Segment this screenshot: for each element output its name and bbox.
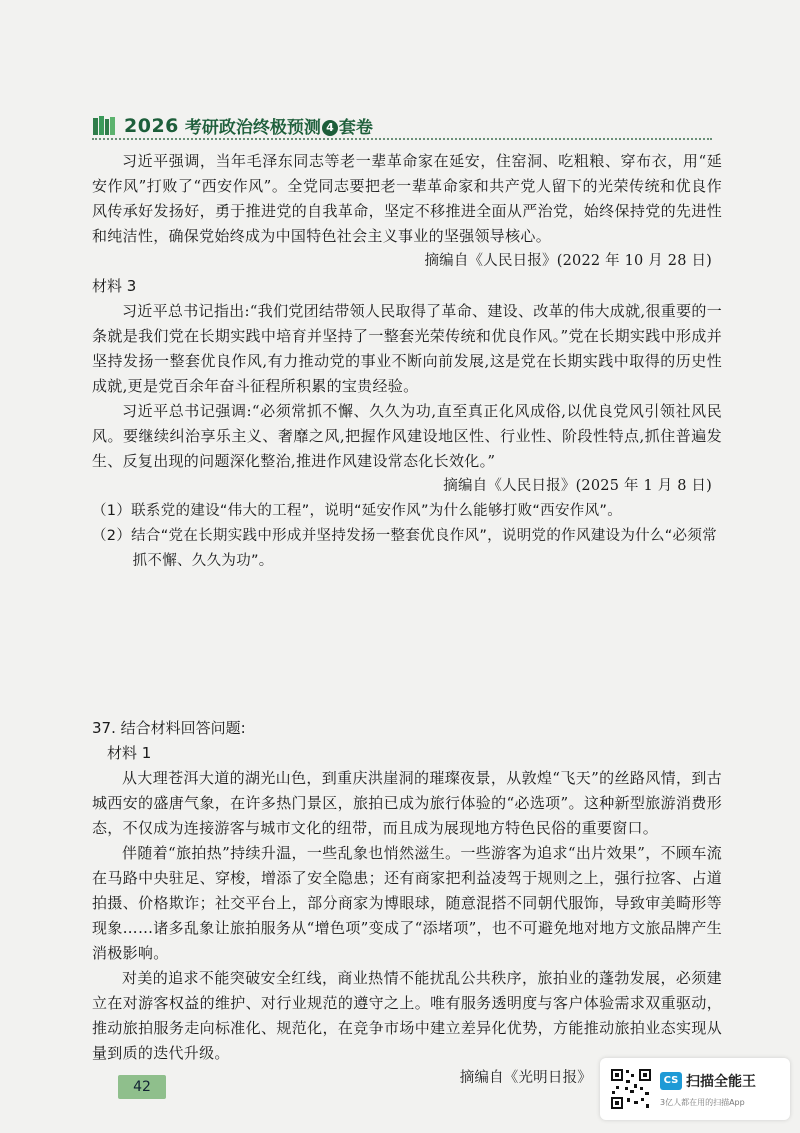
material-3-label: 材料 3 xyxy=(92,277,137,295)
header-year: 2026 xyxy=(124,114,179,137)
section36-continued xyxy=(92,149,722,574)
s36-paragraph-3: 习近平总书记强调:“必须常抓不懈、久久为功,直至真正化风成俗,以优良党风引领社风民风。要继续纠治享乐主义、奢靡之风,把握作风建设地区性、行业性、阶段性特点,抓住普遍发生、反复出现的问题深化整治,推进作风建设常态化长效化。” xyxy=(92,402,722,470)
s37-paragraph-3: 对美的追求不能突破安全红线，商业热情不能扰乱公共秩序，旅拍业的蓬勃发展，必须建立在对游客权益的维护、对行业规范的遵守之上。唯有服务透明度与客户体验需求双重驱动，推动旅拍服务走向标准化、规范化，在竞争市场中建立差异化优势，方能推动旅拍业态实现从量到质的迭代升级。 xyxy=(92,969,722,1062)
watermark-subtitle: 3亿人都在用的扫描App xyxy=(660,1097,745,1107)
question-37-heading: 37. 结合材料回答问题: xyxy=(92,719,246,737)
header-title xyxy=(185,113,373,138)
page-header xyxy=(92,113,373,138)
watermark-text xyxy=(660,1071,756,1108)
page-number: 42 xyxy=(118,1075,166,1099)
s36-source-1: 摘编自《人民日报》(2022 年 10 月 28 日) xyxy=(424,253,712,269)
scanner-watermark xyxy=(600,1058,790,1120)
section37 xyxy=(92,716,722,1091)
watermark-brand xyxy=(660,1071,756,1091)
s36-paragraph-1: 习近平强调，当年毛泽东同志等老一辈革命家在延安，住窑洞、吃粗粮、穿布衣，用“延安作风”打败了“西安作风”。全党同志要把老一辈革命家和共产党人留下的光荣传统和优良作风传承好发扬好，勇于推进党的自我革命，坚定不移推进全面从严治党，始终保持党的先进性和纯洁性，确保党始终成为中国特色社会主义事业的坚强领导核心。 xyxy=(92,152,722,245)
qr-code-icon xyxy=(610,1068,652,1110)
header-title-number: 4 xyxy=(322,120,338,136)
header-title-prefix: 考研政治终极预测 xyxy=(184,118,321,138)
s37-paragraph-2: 伴随着“旅拍热”持续升温，一些乱象也悄然滋生。一些游客为追求“出片效果”，不顾车流在马路中央驻足、穿梭，增添了安全隐患；还有商家把利益凌驾于规则之上，强行拉客、占道拍摄、价格欺诈；社交平台上，部分商家为博眼球，随意混搭不同朝代服饰，导致审美畸形等现象……诸多乱象让旅拍服务从“增色项”变成了“添堵项”，也不可避免地对地方文旅品牌产生消极影响。 xyxy=(92,844,722,962)
cs-logo-icon: CS xyxy=(660,1072,682,1090)
s37-paragraph-1: 从大理苍洱大道的湖光山色，到重庆洪崖洞的璀璨夜景，从敦煌“飞天”的丝路风情，到古城西安的盛唐气象，在许多热门景区，旅拍已成为旅行体验的“必选项”。这种新型旅游消费形态，不仅成为连接游客与城市文化的纽带，而且成为展现地方特色民俗的重要窗口。 xyxy=(92,769,722,837)
question-1: （1）联系党的建设“伟大的工程”，说明“延安作风”为什么能够打败“西安作风”。 xyxy=(92,503,622,519)
s36-source-2: 摘编自《人民日报》(2025 年 1 月 8 日) xyxy=(443,478,712,494)
material-1-label: 材料 1 xyxy=(107,744,152,762)
book-icon xyxy=(92,115,116,137)
header-title-suffix: 套卷 xyxy=(338,118,373,138)
s37-source: 摘编自《光明日报》 xyxy=(459,1070,592,1086)
s36-paragraph-2: 习近平总书记指出:“我们党团结带领人民取得了革命、建设、改革的伟大成就,很重要的一条就是我们党在长期实践中培育并坚持了一整套光荣传统和优良作风。”党在长期实践中形成并坚持发扬一整套优良作风,有力推动党的事业不断向前发展,这是党在长期实践中取得的历史性成就,更是党百余年奋斗征程所积累的宝贵经验。 xyxy=(92,302,722,395)
watermark-brand-name: 扫描全能王 xyxy=(686,1073,756,1090)
header-divider xyxy=(92,138,712,140)
question-2: （2）结合“党在长期实践中形成并坚持发扬一整套优良作风”，说明党的作风建设为什么“必须常抓不懈、久久为功”。 xyxy=(92,528,717,569)
